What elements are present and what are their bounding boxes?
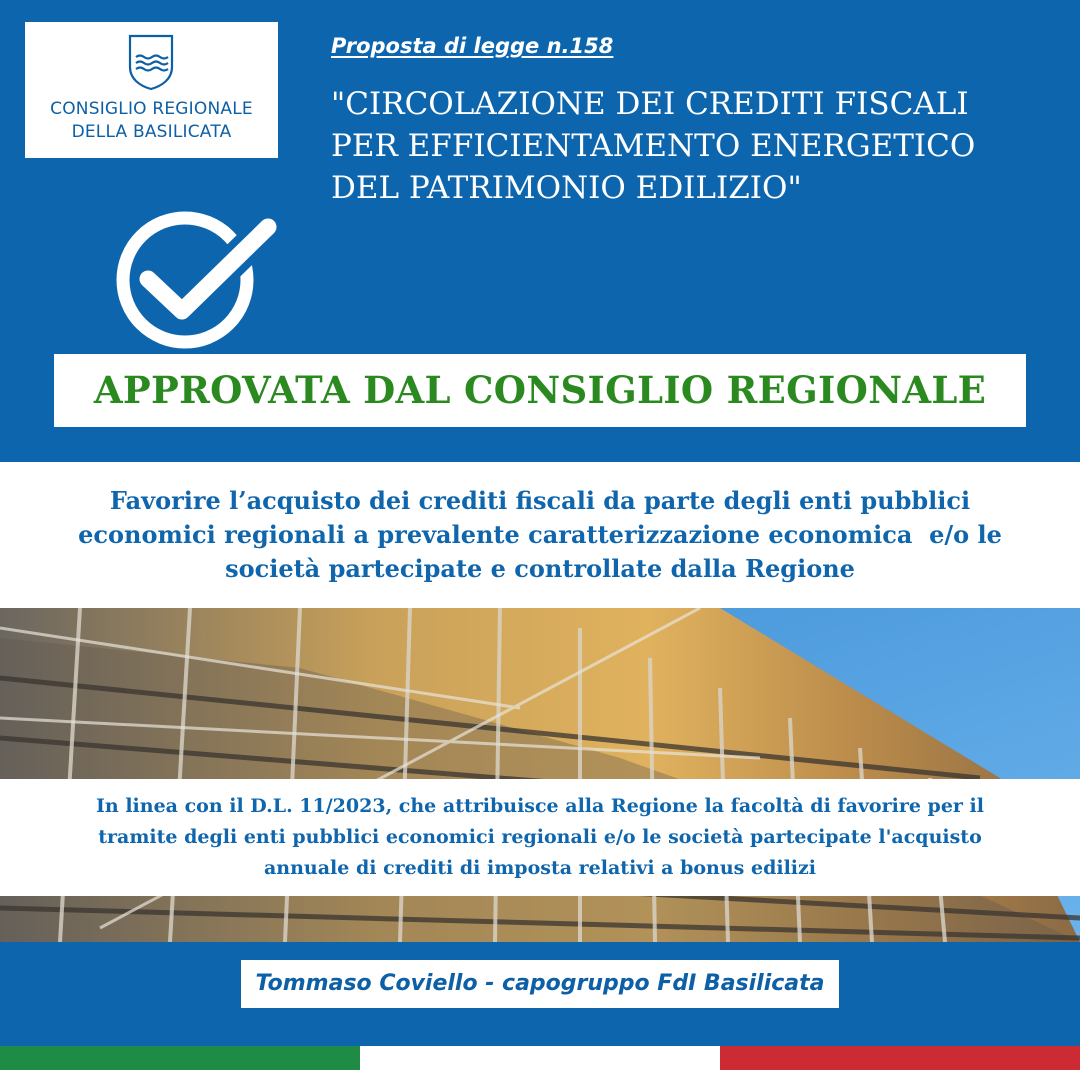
law-title xyxy=(331,83,1071,209)
flag-white xyxy=(360,1046,720,1070)
note-band xyxy=(0,779,1080,896)
law-title-line2: PER EFFICIENTAMENTO ENERGETICO xyxy=(331,128,976,164)
description-text xyxy=(20,484,1060,586)
note-line1: In linea con il D.L. 11/2023, che attribuisce alla Regione la facoltà di favorire per il xyxy=(96,795,984,817)
council-name-line2: DELLA BASILICATA xyxy=(71,122,232,142)
checkmark-circle-icon xyxy=(110,205,290,365)
description-line1: Favorire l’acquisto dei crediti fiscali da parte degli enti pubblici xyxy=(109,486,971,515)
author-box xyxy=(241,960,839,1008)
note-text xyxy=(20,791,1060,884)
law-title-line1: "CIRCOLAZIONE DEI CREDITI FISCALI xyxy=(331,86,969,122)
proposal-label: Proposta di legge n.158 xyxy=(331,34,614,58)
council-name-line1: CONSIGLIO REGIONALE xyxy=(50,99,253,119)
footer-band xyxy=(0,942,1080,1046)
italian-flag-stripe xyxy=(0,1046,1080,1070)
council-logo xyxy=(25,22,278,158)
approval-banner xyxy=(54,354,1026,427)
approval-label: APPROVATA DAL CONSIGLIO REGIONALE xyxy=(93,368,987,412)
flag-green xyxy=(0,1046,360,1070)
basilicata-shield-icon xyxy=(127,33,175,91)
council-name xyxy=(25,98,278,144)
note-line3: annuale di crediti di imposta relativi a bonus edilizi xyxy=(263,857,817,879)
description-band xyxy=(0,462,1080,608)
author-label: Tommaso Coviello - capogruppo FdI Basilicata xyxy=(255,971,825,996)
header-band xyxy=(0,0,1080,462)
description-line2: economici regionali a prevalente caratterizzazione economica e/o le xyxy=(78,520,1002,549)
note-line2: tramite degli enti pubblici economici regionali e/o le società partecipate l'acquisto xyxy=(98,826,982,848)
law-title-line3: DEL PATRIMONIO EDILIZIO" xyxy=(331,170,802,206)
description-line3: società partecipate e controllate dalla Regione xyxy=(225,554,855,583)
flag-red xyxy=(720,1046,1080,1070)
